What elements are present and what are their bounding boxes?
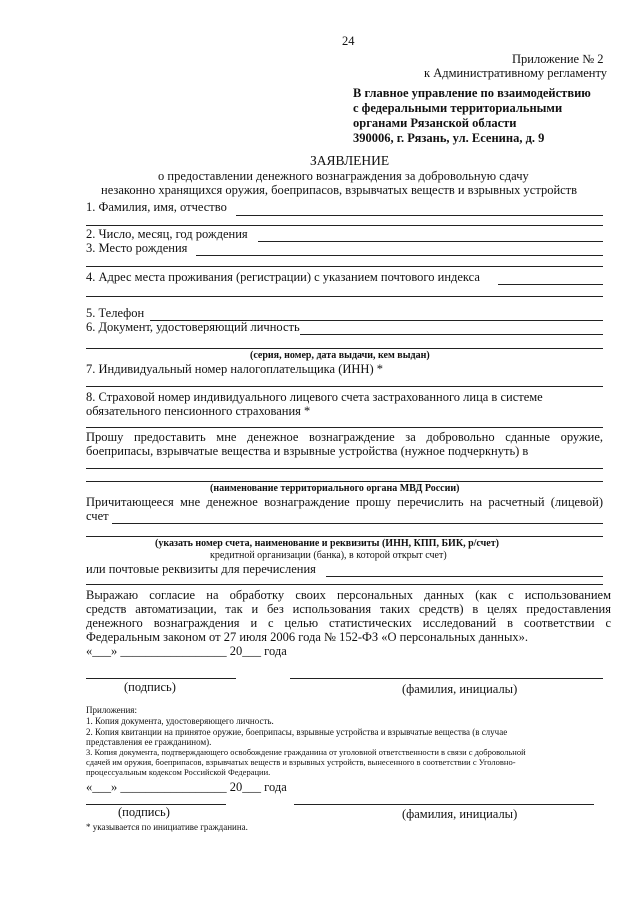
request-line-1: Прошу предоставить мне денежное вознаграждение за добровольно сданные оружие, bbox=[86, 430, 603, 444]
consent-date: «___» _________________ 20___ года bbox=[86, 644, 287, 658]
attachment-2-line1: 2. Копия квитанции на принятое оружие, боеприпасы, взрывные устройства и взрывчатые вещества (в случае bbox=[86, 727, 508, 737]
signature-line[interactable] bbox=[86, 678, 236, 679]
payment-hint-1: (указать номер счета, наименование и реквизиты (ИНН, КПП, БИК, р/счет) bbox=[155, 538, 499, 549]
field-id-doc-label: 6. Документ, удостоверяющий личность bbox=[86, 320, 300, 334]
field-inn-label: 7. Индивидуальный номер налогоплательщика (ИНН) * bbox=[86, 362, 383, 376]
field-id-doc-line2[interactable] bbox=[86, 348, 603, 349]
signature-label: (подпись) bbox=[124, 680, 176, 694]
field-birthplace-line2[interactable] bbox=[86, 266, 603, 267]
payment-postal-line2[interactable] bbox=[86, 584, 603, 585]
field-birthdate-label: 2. Число, месяц, год рождения bbox=[86, 227, 248, 241]
field-birthplace-label: 3. Место рождения bbox=[86, 241, 188, 255]
field-id-doc-line[interactable] bbox=[300, 334, 603, 335]
request-line[interactable] bbox=[86, 468, 603, 469]
subtitle-2: незаконно хранящихся оружия, боеприпасов, взрывчатых веществ и взрывных устройств bbox=[101, 183, 578, 197]
consent-line-2: средств автоматизации, так и без использования таких средств) в целях предоставления bbox=[86, 602, 611, 616]
attachment-3-line3: процессуальным кодексом Российской Федерации. bbox=[86, 767, 271, 777]
attachments-header: Приложения: bbox=[86, 705, 137, 715]
attachments-date: «___» _________________ 20___ года bbox=[86, 780, 287, 794]
appendix-line1: Приложение № 2 bbox=[512, 52, 604, 66]
field-full-name-line[interactable] bbox=[236, 215, 603, 216]
payment-account-line2[interactable] bbox=[86, 536, 603, 537]
field-full-name-label: 1. Фамилия, имя, отчество bbox=[86, 200, 227, 214]
addressee-line4: 390006, г. Рязань, ул. Есенина, д. 9 bbox=[353, 131, 545, 145]
addressee-line2: с федеральными территориальными bbox=[353, 101, 563, 115]
field-birthdate-line[interactable] bbox=[258, 241, 603, 242]
field-snils-label-2: обязательного пенсионного страхования * bbox=[86, 404, 311, 418]
consent-line-4: Федеральным законом от 27 июля 2006 года № 152-ФЗ «О персональных данных». bbox=[86, 630, 529, 644]
field-snils-label-1: 8. Страховой номер индивидуального лицевого счета застрахованного лица в системе bbox=[86, 390, 543, 404]
payment-account-line[interactable] bbox=[112, 523, 603, 524]
consent-line-3: денежного вознаграждения и с целью статистических исследований в соответствии с bbox=[86, 616, 611, 630]
field-address-line[interactable] bbox=[498, 284, 603, 285]
field-id-doc-hint: (серия, номер, дата выдачи, кем выдан) bbox=[250, 350, 430, 361]
payment-line-2: счет bbox=[86, 509, 109, 523]
request-line-2: боеприпасы, взрывчатые вещества и взрывные устройства (нужное подчеркнуть) в bbox=[86, 444, 529, 458]
name2-label: (фамилия, инициалы) bbox=[402, 807, 518, 821]
payment-postal-line[interactable] bbox=[326, 576, 603, 577]
consent-line-1: Выражаю согласие на обработку своих персональных данных (как с использованием bbox=[86, 588, 611, 602]
attachment-2-line2: представления ее гражданином). bbox=[86, 737, 212, 747]
field-inn-line[interactable] bbox=[86, 386, 603, 387]
attachment-1: 1. Копия документа, удостоверяющего личность. bbox=[86, 716, 274, 726]
payment-line-1: Причитающееся мне денежное вознаграждение прошу перечислить на расчетный (лицевой) bbox=[86, 495, 603, 509]
subtitle-1: о предоставлении денежного вознаграждения за добровольную сдачу bbox=[158, 169, 529, 183]
field-full-name-line2[interactable] bbox=[86, 225, 603, 226]
field-snils-line[interactable] bbox=[86, 427, 603, 428]
name-line[interactable] bbox=[290, 678, 603, 679]
field-phone-label: 5. Телефон bbox=[86, 306, 145, 320]
payment-postal-label: или почтовые реквизиты для перечисления bbox=[86, 562, 316, 576]
field-address-label: 4. Адрес места проживания (регистрации) с указанием почтового индекса bbox=[86, 270, 480, 284]
field-address-line2[interactable] bbox=[86, 296, 603, 297]
attachment-3-line2: сдачей им оружия, боеприпасов, взрывчатых веществ и взрывных устройств, вынесенного в соответствии с Уголовно- bbox=[86, 757, 516, 767]
name-label: (фамилия, инициалы) bbox=[402, 682, 518, 696]
page-number: 24 bbox=[342, 34, 355, 48]
footnote: * указывается по инициативе гражданина. bbox=[86, 822, 248, 832]
document-title: ЗАЯВЛЕНИЕ bbox=[310, 153, 390, 168]
signature2-label: (подпись) bbox=[118, 805, 170, 819]
addressee-line1: В главное управление по взаимодействию bbox=[353, 86, 591, 100]
name2-line[interactable] bbox=[294, 804, 594, 805]
field-birthplace-line[interactable] bbox=[196, 255, 603, 256]
attachment-3-line1: 3. Копия документа, подтверждающего освобождение гражданина от уголовной ответственности в связи с добровольной bbox=[86, 747, 526, 757]
addressee-line3: органами Рязанской области bbox=[353, 116, 517, 130]
payment-hint-2: кредитной организации (банка), в которой открыт счет) bbox=[210, 550, 447, 561]
request-hint: (наименование территориального органа МВД России) bbox=[210, 483, 460, 494]
appendix-line2: к Административному регламенту bbox=[424, 66, 608, 80]
request-line2[interactable] bbox=[86, 481, 603, 482]
